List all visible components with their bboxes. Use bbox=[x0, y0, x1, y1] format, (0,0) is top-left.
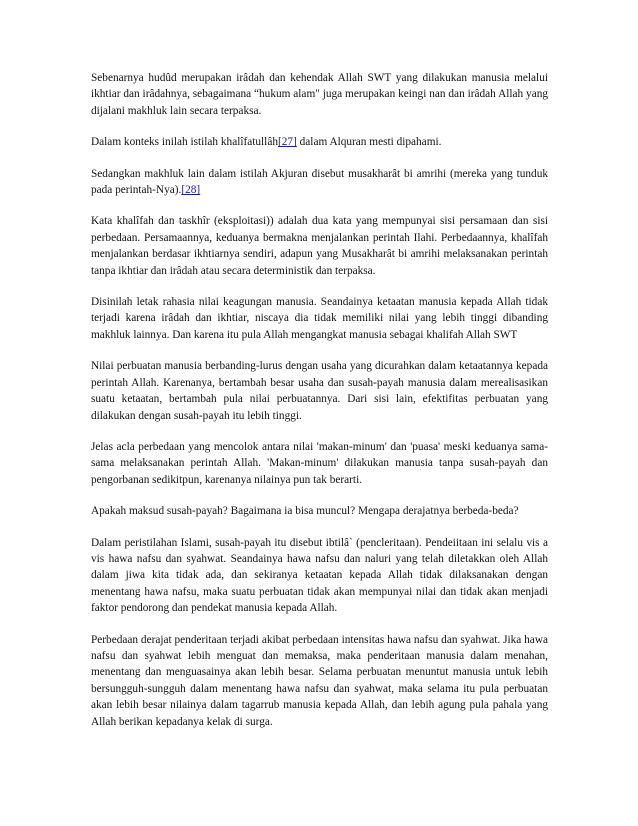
paragraph-5 bbox=[91, 294, 548, 343]
paragraph-8 bbox=[91, 503, 548, 519]
footnote-reference-link[interactable]: [28] bbox=[181, 184, 201, 197]
paragraph-4 bbox=[91, 213, 548, 279]
paragraph-7 bbox=[91, 439, 548, 488]
paragraph-2 bbox=[91, 134, 548, 150]
paragraph-9 bbox=[91, 535, 548, 617]
paragraph-text: Sebenarnya hudûd merupakan irâdah dan kehendak Allah SWT yang dilakukan manusia melalui ikhtiar dan irâdahnya, sebagaimana “hukum alam" juga merupakan keingi nan dan irâdah Allah yang dijalani makhluk lain secara terpaksa. bbox=[91, 72, 548, 117]
document-body bbox=[91, 70, 548, 745]
paragraph-10 bbox=[91, 632, 548, 730]
paragraph-text: dalam Alquran mesti dipahami. bbox=[296, 136, 442, 149]
paragraph-text: Dalam peristilahan Islami, susah-payah itu disebut ibtilâ` (pencleritaan). Pendeiitaan ini selalu vis a vis hawa nafsu dan syahwat. Seandainya hawa nafsu dan naluri yang telah diletakkan oleh Allah dalam jiwa kita tidak ada, dan sekiranya ketaatan kepada Allah tidak dilaksanakan dengan menentang hawa nafsu, maka suatu perbuatan tidak akan mempunyai nilai dan tidak akan menjadi faktor pendorong dan pendekat manusia kepada Allah. bbox=[91, 536, 548, 615]
paragraph-text: Kata khalîfah dan taskhîr (eksploitasi)) adalah dua kata yang mempunyai sisi persamaan dan sisi perbedaan. Persamaannya, keduanya bermakna menjalankan perintah Ilahi. Perbedaannya, khalîfah menjalankan berdasar ikhtiarnya sendiri, adapun yang Musakharât bi amrihi melaksanakan perintah tanpa ikhtiar dan irâdah atau secara deterministik dan terpaksa. bbox=[91, 215, 548, 277]
paragraph-3 bbox=[91, 166, 548, 199]
paragraph-text: Jelas acla perbedaan yang mencolok antara nilai 'makan-minum' dan 'puasa' meski keduanya sama-sama melaksanakan perintah Allah. 'Makan-minum' dilakukan manusia tanpa susah-payah dan pengorbanan sedikitpun, karenanya nilainya pun tak berarti. bbox=[91, 440, 548, 486]
paragraph-text: Apakah maksud susah-payah? Bagaimana ia bisa muncul? Mengapa derajatnya berbeda-beda? bbox=[91, 505, 519, 518]
paragraph-text: Dalam konteks inilah istilah khalîfatullâh bbox=[91, 136, 278, 149]
paragraph-text: Nilai perbuatan manusia berbanding-lurus dengan usaha yang dicurahkan dalam ketaatannya kepada perintah Allah. Karenanya, bertambah besar usaha dan susah-payah manusia dalam merealisasikan suatu ketaatan, bertambah pula nilai perbuatannya. Dari sisi lain, efektifitas perbuatan yang dilakukan dengan susah-payah itu lebih tinggi. bbox=[91, 360, 548, 422]
footnote-reference-link[interactable]: [27] bbox=[277, 136, 297, 149]
paragraph-text: Disinilah letak rahasia nilai keagungan manusia. Seandainya ketaatan manusia kepada Allah tidak terjadi karena irâdah dan ikhtiar, niscaya dia tidak memiliki nilai yang lebih tinggi dibanding makhluk lainnya. Dan karena itu pula Allah mengangkat manusia sebagai khalifah Allah SWT bbox=[91, 296, 548, 341]
paragraph-text: Perbedaan derajat penderitaan terjadi akibat perbedaan intensitas hawa nafsu dan syahwat. Jika hawa nafsu dan syahwat lebih menguat dan memaksa, maka penderitaan manusia dalam menahan, menentang dan menguasainya akan lebih besar. Selama perbuatan menuntut manusia untuk lebih bersungguh-sungguh dalam menentang hawa nafsu dan syahwat, maka selama itu pula perbuatan akan lebih besar nilainya dalam tagarrub manusia kepada Allah, dan lebih agung pula pahala yang Allah berikan kepadanya kelak di surga. bbox=[91, 633, 548, 728]
paragraph-1 bbox=[91, 70, 548, 119]
paragraph-6 bbox=[91, 358, 548, 424]
paragraph-text: Sedangkan makhluk lain dalam istilah Akjuran disebut musakharât bi amrihi (mereka yang tunduk pada perintah-Nya). bbox=[91, 167, 548, 197]
